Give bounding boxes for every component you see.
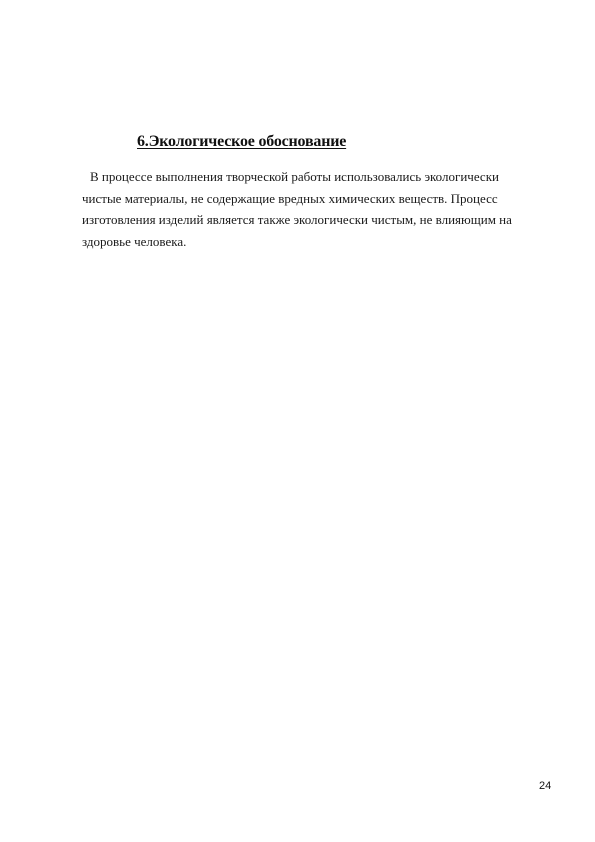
page-number: 24 — [539, 780, 552, 792]
paragraph-line: В процессе выполнения творческой работы использовались экологически — [90, 169, 499, 184]
paragraph-line: чистые материалы, не содержащие вредных химических веществ. Процесс — [82, 190, 498, 206]
paragraph-line: здоровье человека. — [82, 233, 187, 249]
paragraph-line: изготовления изделий является также экологически чистым, не влияющим на — [82, 212, 512, 227]
section-heading: 6.Экологическое обоснование — [137, 133, 347, 150]
body-paragraph — [82, 166, 552, 252]
